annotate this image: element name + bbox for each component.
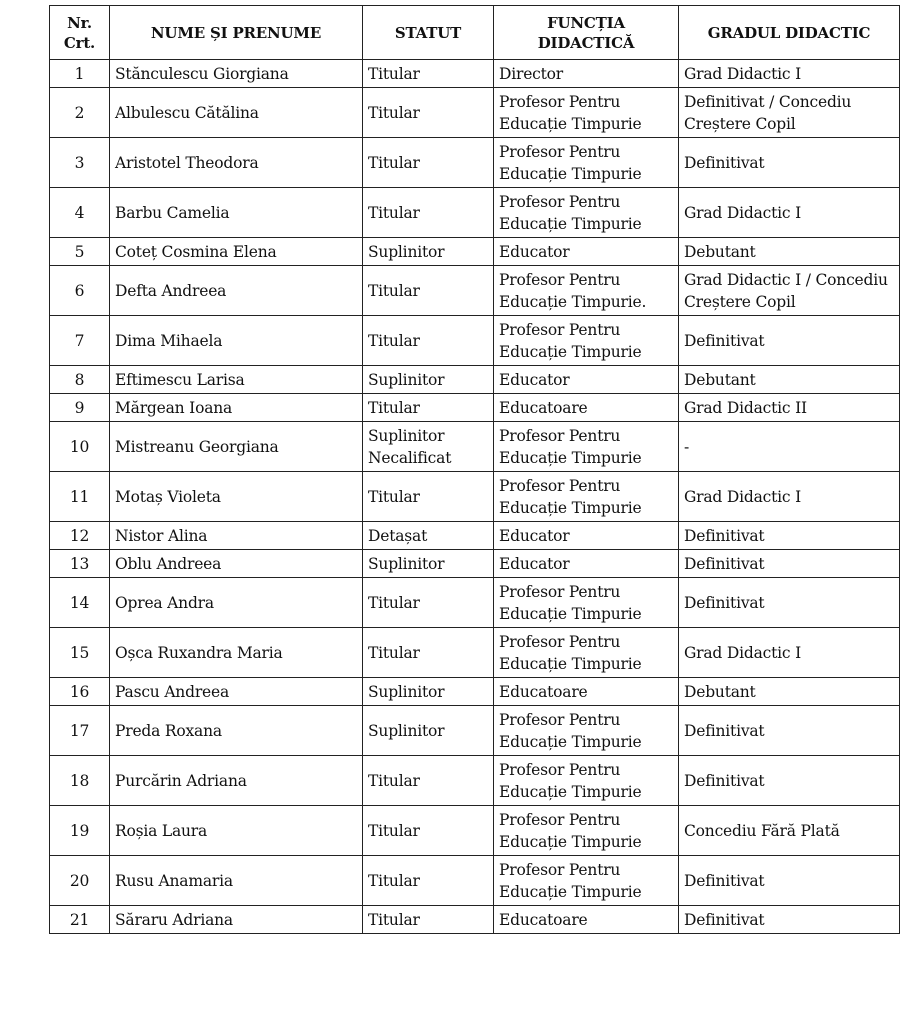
table-row xyxy=(50,578,900,628)
cell-nr: 12 xyxy=(50,522,110,550)
cell-nr: 16 xyxy=(50,678,110,706)
cell-degree: Definitivat / Concediu Creștere Copil xyxy=(679,88,900,138)
cell-degree: Grad Didactic I xyxy=(679,188,900,238)
cell-function: Profesor Pentru Educație Timpurie xyxy=(494,628,679,678)
header-degree: GRADUL DIDACTIC xyxy=(679,6,900,60)
cell-degree: Definitivat xyxy=(679,316,900,366)
cell-function: Educator xyxy=(494,366,679,394)
table-row xyxy=(50,678,900,706)
cell-function: Educatoare xyxy=(494,394,679,422)
cell-name: Coteț Cosmina Elena xyxy=(110,238,363,266)
table-row xyxy=(50,138,900,188)
cell-name: Dima Mihaela xyxy=(110,316,363,366)
cell-status: Titular xyxy=(363,628,494,678)
cell-status: Titular xyxy=(363,394,494,422)
cell-status: Suplinitor xyxy=(363,238,494,266)
cell-degree: Definitivat xyxy=(679,756,900,806)
cell-status: Titular xyxy=(363,88,494,138)
cell-name: Barbu Camelia xyxy=(110,188,363,238)
cell-degree: Definitivat xyxy=(679,578,900,628)
cell-name: Albulescu Cătălina xyxy=(110,88,363,138)
cell-name: Nistor Alina xyxy=(110,522,363,550)
table-row xyxy=(50,472,900,522)
cell-nr: 5 xyxy=(50,238,110,266)
table-row xyxy=(50,806,900,856)
cell-status: Titular xyxy=(363,266,494,316)
cell-status: Detașat xyxy=(363,522,494,550)
cell-degree: Definitivat xyxy=(679,522,900,550)
cell-nr: 10 xyxy=(50,422,110,472)
header-name: NUME ȘI PRENUME xyxy=(110,6,363,60)
cell-nr: 18 xyxy=(50,756,110,806)
cell-function: Profesor Pentru Educație Timpurie xyxy=(494,806,679,856)
cell-status: Titular xyxy=(363,188,494,238)
cell-degree: - xyxy=(679,422,900,472)
cell-name: Preda Roxana xyxy=(110,706,363,756)
cell-name: Aristotel Theodora xyxy=(110,138,363,188)
cell-function: Educatoare xyxy=(494,906,679,934)
cell-degree: Debutant xyxy=(679,366,900,394)
cell-status: Titular xyxy=(363,756,494,806)
cell-status: Suplinitor xyxy=(363,678,494,706)
cell-function: Profesor Pentru Educație Timpurie xyxy=(494,88,679,138)
cell-nr: 14 xyxy=(50,578,110,628)
cell-nr: 9 xyxy=(50,394,110,422)
table-row xyxy=(50,628,900,678)
table-row xyxy=(50,238,900,266)
cell-function: Profesor Pentru Educație Timpurie xyxy=(494,138,679,188)
table-row xyxy=(50,756,900,806)
table-row xyxy=(50,60,900,88)
cell-function: Profesor Pentru Educație Timpurie. xyxy=(494,266,679,316)
cell-degree: Definitivat xyxy=(679,138,900,188)
cell-function: Profesor Pentru Educație Timpurie xyxy=(494,472,679,522)
table-row xyxy=(50,706,900,756)
cell-degree: Grad Didactic II xyxy=(679,394,900,422)
cell-degree: Definitivat xyxy=(679,856,900,906)
cell-name: Rusu Anamaria xyxy=(110,856,363,906)
cell-name: Eftimescu Larisa xyxy=(110,366,363,394)
cell-status: Titular xyxy=(363,906,494,934)
table-row xyxy=(50,316,900,366)
cell-function: Profesor Pentru Educație Timpurie xyxy=(494,188,679,238)
cell-status: Titular xyxy=(363,60,494,88)
header-nr: Nr. Crt. xyxy=(50,6,110,60)
cell-name: Mistreanu Georgiana xyxy=(110,422,363,472)
staff-table xyxy=(49,5,900,934)
cell-name: Motaș Violeta xyxy=(110,472,363,522)
cell-status: Titular xyxy=(363,316,494,366)
table-row xyxy=(50,550,900,578)
cell-status: Suplinitor xyxy=(363,366,494,394)
cell-function: Educator xyxy=(494,550,679,578)
cell-degree: Grad Didactic I xyxy=(679,472,900,522)
header-status: STATUT xyxy=(363,6,494,60)
table-row xyxy=(50,366,900,394)
cell-name: Pascu Andreea xyxy=(110,678,363,706)
cell-nr: 3 xyxy=(50,138,110,188)
cell-nr: 8 xyxy=(50,366,110,394)
cell-status: Titular xyxy=(363,856,494,906)
cell-name: Defta Andreea xyxy=(110,266,363,316)
cell-status: Titular xyxy=(363,472,494,522)
cell-status: Suplinitor xyxy=(363,706,494,756)
cell-status: Titular xyxy=(363,806,494,856)
cell-function: Profesor Pentru Educație Timpurie xyxy=(494,706,679,756)
cell-nr: 13 xyxy=(50,550,110,578)
cell-status: Suplinitor Necalificat xyxy=(363,422,494,472)
cell-degree: Definitivat xyxy=(679,550,900,578)
cell-status: Titular xyxy=(363,578,494,628)
cell-degree: Concediu Fără Plată xyxy=(679,806,900,856)
table-row xyxy=(50,266,900,316)
cell-nr: 7 xyxy=(50,316,110,366)
header-function: FUNCȚIA DIDACTICĂ xyxy=(494,6,679,60)
cell-nr: 2 xyxy=(50,88,110,138)
table-row xyxy=(50,856,900,906)
cell-name: Purcărin Adriana xyxy=(110,756,363,806)
cell-nr: 15 xyxy=(50,628,110,678)
table-row xyxy=(50,188,900,238)
cell-function: Director xyxy=(494,60,679,88)
cell-nr: 1 xyxy=(50,60,110,88)
cell-function: Educator xyxy=(494,238,679,266)
cell-degree: Grad Didactic I / Concediu Creștere Copil xyxy=(679,266,900,316)
cell-function: Profesor Pentru Educație Timpurie xyxy=(494,856,679,906)
cell-nr: 17 xyxy=(50,706,110,756)
cell-function: Educatoare xyxy=(494,678,679,706)
cell-degree: Grad Didactic I xyxy=(679,60,900,88)
cell-status: Suplinitor xyxy=(363,550,494,578)
cell-nr: 21 xyxy=(50,906,110,934)
cell-nr: 11 xyxy=(50,472,110,522)
cell-degree: Definitivat xyxy=(679,906,900,934)
header-row xyxy=(50,6,900,60)
cell-function: Profesor Pentru Educație Timpurie xyxy=(494,756,679,806)
cell-nr: 4 xyxy=(50,188,110,238)
cell-function: Profesor Pentru Educație Timpurie xyxy=(494,422,679,472)
table-body xyxy=(50,60,900,934)
cell-name: Săraru Adriana xyxy=(110,906,363,934)
table-row xyxy=(50,522,900,550)
cell-degree: Definitivat xyxy=(679,706,900,756)
cell-degree: Grad Didactic I xyxy=(679,628,900,678)
cell-degree: Debutant xyxy=(679,678,900,706)
table-row xyxy=(50,906,900,934)
cell-nr: 20 xyxy=(50,856,110,906)
cell-name: Oșca Ruxandra Maria xyxy=(110,628,363,678)
cell-function: Profesor Pentru Educație Timpurie xyxy=(494,316,679,366)
cell-degree: Debutant xyxy=(679,238,900,266)
table-row xyxy=(50,422,900,472)
cell-name: Oprea Andra xyxy=(110,578,363,628)
cell-function: Profesor Pentru Educație Timpurie xyxy=(494,578,679,628)
cell-name: Oblu Andreea xyxy=(110,550,363,578)
cell-nr: 19 xyxy=(50,806,110,856)
table-row xyxy=(50,88,900,138)
cell-name: Stănculescu Giorgiana xyxy=(110,60,363,88)
cell-nr: 6 xyxy=(50,266,110,316)
cell-name: Roșia Laura xyxy=(110,806,363,856)
cell-function: Educator xyxy=(494,522,679,550)
cell-status: Titular xyxy=(363,138,494,188)
table-row xyxy=(50,394,900,422)
cell-name: Mărgean Ioana xyxy=(110,394,363,422)
